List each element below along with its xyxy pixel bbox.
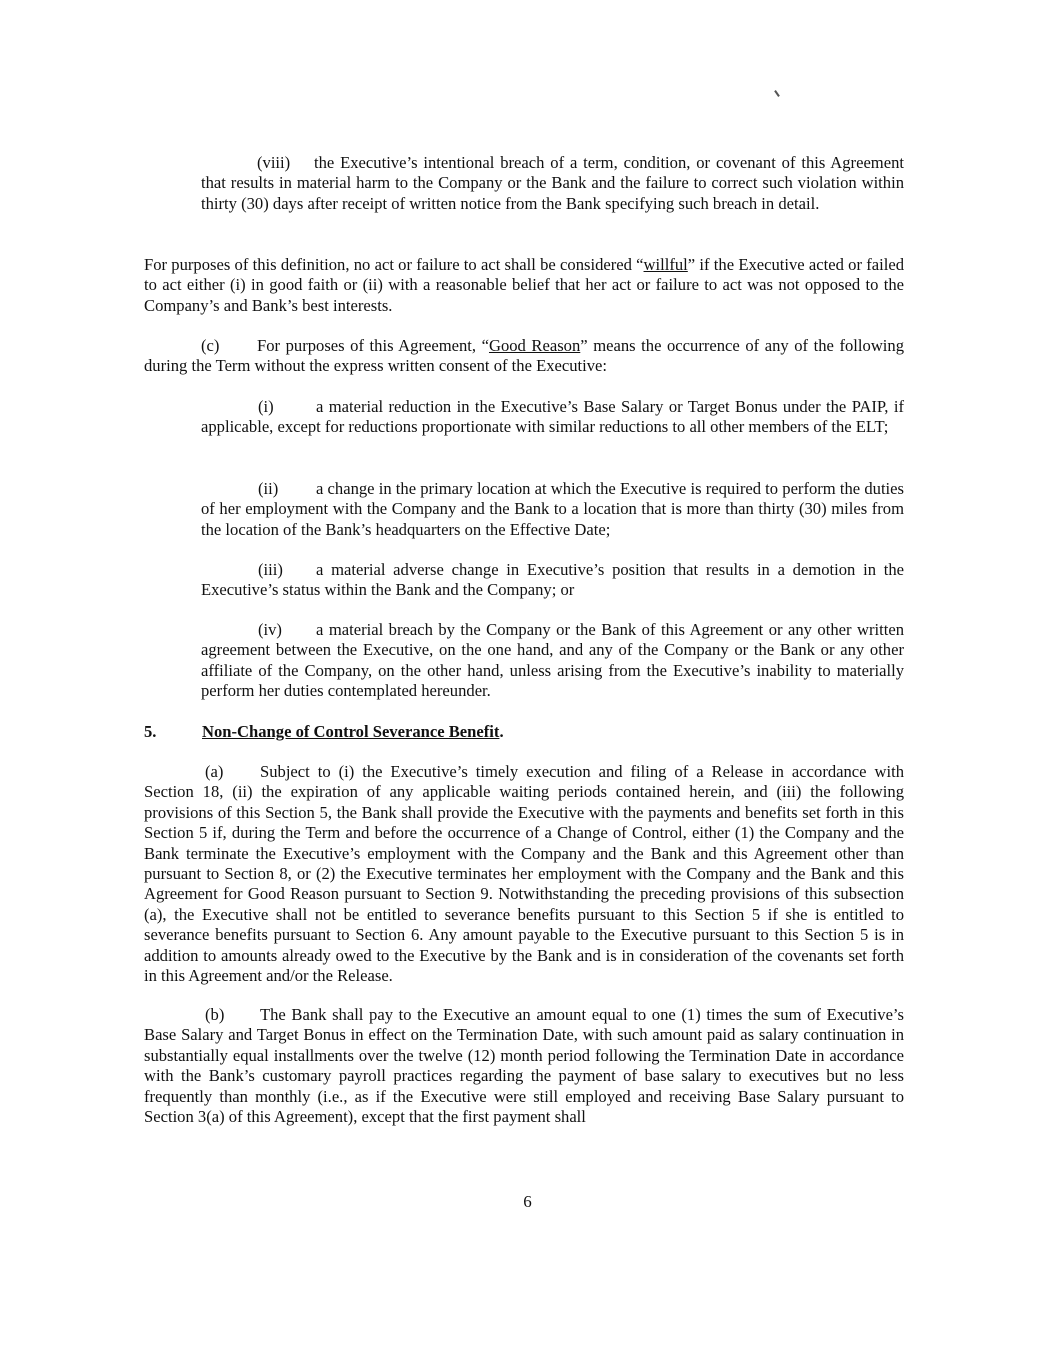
good-reason-term: Good Reason <box>488 336 581 355</box>
section-5-number: 5. <box>144 722 157 741</box>
scan-speck <box>774 90 780 97</box>
willful-pre: For purposes of this definition, no act or failure to act shall be considered “ <box>144 255 644 274</box>
clause-b-label: (b) <box>205 1005 225 1024</box>
clause-a-text: Subject to (i) the Executive’s timely execution and filing of a Release in accordance with Section 18, (ii) the expiration of any applicable waiting periods contained herein, and (iii) the following provisions of this Section 5, the Bank shall provide the Executive with the payments and benefits set forth in this Section 5 if, during the Term and before the occurrence of a Change of Control, either (1) the Company and the Bank terminate the Executive’s employment with the Company and the Bank and this Agreement other than pursuant to Section 8, or (2) the Executive terminates her employment with the Company and the Bank and this Agreement for Good Reason pursuant to Section 9. Notwithstanding the preceding provisions of this subsection (a), the Executive shall not be entitled to severance benefits pursuant to this Section 5 if she is entitled to severance benefits pursuant to Section 6. Any amount payable to the Executive pursuant to this Section 5 is in addition to amounts already owed to the Executive by the Bank and is in consideration of the covenants set forth in this Agreement and/or the Release. <box>144 762 904 986</box>
clause-ii-text: a change in the primary location at which the Executive is required to perform the duties of her employment with the Company and the Bank to a location that is more than thirty (30) miles from the location of the Bank’s headquarters on the Effective Date; <box>201 479 904 539</box>
section-5-title: Non-Change of Control Severance Benefit <box>202 722 500 741</box>
clause-i-text: a material reduction in the Executive’s Base Salary or Target Bonus under the PAIP, if applicable, except for reductions proportionate with similar reductions to all other members of the ELT; <box>201 397 904 437</box>
section-5-period: . <box>499 722 504 741</box>
clause-c <box>144 336 904 377</box>
clause-iii-text: a material adverse change in Executive’s position that results in a demotion in the Executive’s status within the Bank and the Company; or <box>201 560 904 600</box>
clause-a-label: (a) <box>205 762 224 781</box>
clause-iv <box>201 620 904 702</box>
clause-viii <box>201 153 904 214</box>
clause-iv-text: a material breach by the Company or the Bank of this Agreement or any other written agreement between the Executive, on the one hand, and any of the Company or the Bank or any other affiliate of the Company, on the other hand, unless arising from the Executive’s inability to materially perform her duties contemplated hereunder. <box>201 620 904 701</box>
clause-viii-text: the Executive’s intentional breach of a term, condition, or covenant of this Agreement that results in material harm to the Company or the Bank and the failure to correct such violation within thirty (30) days after receipt of written notice from the Bank specifying such breach in detail. <box>201 153 904 213</box>
section-5-heading <box>144 722 504 742</box>
willful-definition <box>144 255 904 316</box>
clause-iv-label: (iv) <box>258 620 282 639</box>
clause-i-label: (i) <box>258 397 274 416</box>
clause-b-text: The Bank shall pay to the Executive an amount equal to one (1) times the sum of Executive’s Base Salary and Target Bonus in effect on the Termination Date, with such amount paid as salary continuation in substantially equal installments over the twelve (12) month period following the Termination Date in accordance with the Bank’s customary payroll practices regarding the payment of base salary to executives but no less frequently than monthly (i.e., as if the Executive were still employed and receiving Base Salary pursuant to Section 3(a) of this Agreement), except that the first payment shall <box>144 1005 904 1127</box>
clause-ii <box>201 479 904 540</box>
clause-a <box>144 762 904 986</box>
clause-iii-label: (iii) <box>258 560 283 579</box>
clause-c-label: (c) <box>201 336 220 355</box>
clause-viii-label: (viii) <box>257 153 291 172</box>
clause-i <box>201 397 904 438</box>
clause-c-pre: For purposes of this Agreement, “ <box>257 336 489 355</box>
clause-c-post: ” means the occurrence of any of the following during the Term without the express written consent of the Executive: <box>144 336 905 376</box>
willful-post: ” if the Executive acted or failed to act either (i) in good faith or (ii) with a reasonable belief that her act or failure to act was not opposed to the Company’s and Bank’s best interests. <box>144 255 905 315</box>
clause-iii <box>201 560 904 601</box>
page-number: 6 <box>523 1192 532 1211</box>
willful-term: willful <box>643 255 688 274</box>
clause-ii-label: (ii) <box>258 479 279 498</box>
clause-b <box>144 1005 904 1127</box>
